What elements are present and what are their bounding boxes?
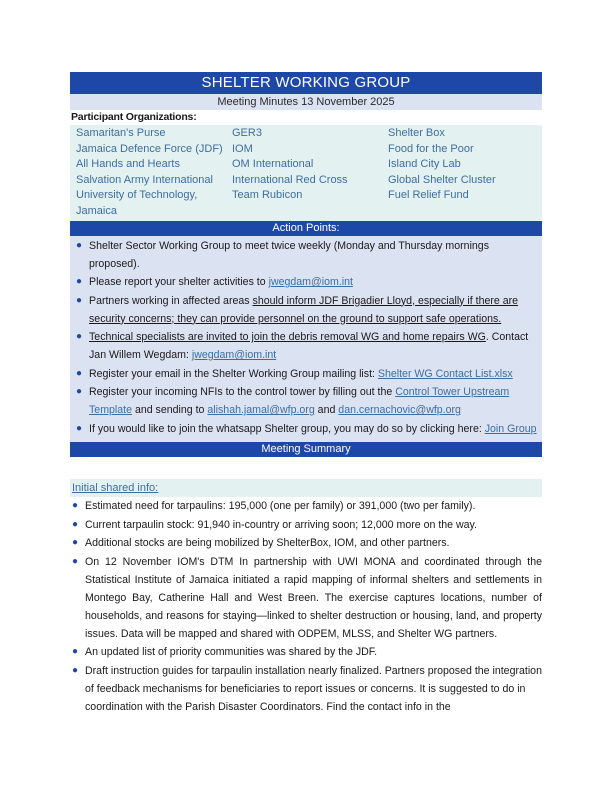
action-text: and (314, 404, 339, 417)
action-item (74, 237, 538, 273)
bullet-icon: ● (76, 239, 83, 251)
bullet-icon: ● (72, 555, 79, 567)
summary-text: Current tarpaulin stock: 91,940 in-country or arriving soon; 12,000 more on the way. (85, 518, 477, 531)
org-col2-item2: IOM (232, 142, 253, 155)
action-text: . Contact Jan Willem Wegdam: (89, 331, 529, 362)
org-col1-item2: Jamaica Defence Force (JDF) (76, 142, 223, 155)
bullet-icon: ● (76, 422, 83, 434)
bullet-icon: ● (72, 664, 79, 676)
summary-item (70, 662, 542, 716)
bullet-icon: ● (76, 276, 83, 288)
action-item (74, 273, 538, 291)
org-col2-item1: GER3 (232, 127, 262, 139)
action-text: Register your incoming NFIs to the control tower by filling out the (89, 386, 396, 399)
action-text-underlined: Technical specialists are invited to join the debris removal WG and home repairs WG (89, 331, 486, 344)
bullet-icon: ● (72, 646, 79, 658)
meeting-date-subtitle: Meeting Minutes 13 November 2025 (70, 94, 542, 110)
document-page (70, 72, 542, 716)
document-title: SHELTER WORKING GROUP (70, 72, 542, 94)
summary-text: An updated list of priority communities was shared by the JDF. (85, 646, 378, 659)
org-col1-item5: University of Technology, Jamaica (76, 189, 198, 217)
bullet-icon: ● (72, 518, 79, 530)
summary-text: On 12 November IOM's DTM In partnership with UWI MONA and coordinated through the Statistical Institute of Jamaica initiated a rapid mapping of informal shelters and settlements in Montego Bay, Catherine Hall and West Breen. The exercise captures locations, number of households, and reasons for staying—linked to shelter destruction or housing, land, and property issues. Data will be mapped and shared with ODPEM, MLSS, and Shelter WG partners. (85, 555, 542, 640)
summary-item (70, 553, 542, 643)
bullet-icon: ● (72, 537, 79, 549)
action-item (74, 292, 538, 328)
participants-label: Participant Organizations: (71, 111, 197, 123)
summary-text: Estimated need for tarpaulins: 195,000 (one per family) or 391,000 (two per family). (85, 500, 476, 513)
bullet-icon: ● (76, 386, 83, 398)
email-link[interactable]: jwegdam@iom.int (268, 276, 353, 289)
action-points-heading: Action Points: (70, 221, 542, 236)
action-text: Register your email in the Shelter Working Group mailing list: (89, 367, 378, 380)
bullet-icon: ● (76, 294, 83, 306)
join-group-link[interactable]: Join Group (484, 422, 537, 435)
contact-list-link[interactable]: Shelter WG Contact List.xlsx (377, 367, 513, 380)
participant-organizations-grid (70, 125, 542, 221)
action-text: Shelter Sector Working Group to meet twice weekly (Monday and Thursday mornings proposed). (89, 239, 489, 270)
action-text-underlined: should inform JDF Brigadier Lloyd, especially if there are security concerns; they can provide personnel on the ground to support safe operations. (89, 294, 519, 325)
bullet-icon: ● (76, 367, 83, 379)
org-col1-item1: Samaritan's Purse (76, 127, 166, 139)
org-col3-item2: Food for the Poor (388, 142, 474, 155)
org-col2-item3: OM International (232, 158, 314, 171)
action-item (74, 328, 538, 364)
action-text: and sending to (132, 404, 208, 417)
action-text: Please report your shelter activities to (89, 276, 269, 289)
org-col2-item5: Team Rubicon (232, 189, 303, 202)
summary-item (70, 497, 542, 515)
org-col1-item4: Salvation Army International (76, 173, 213, 186)
action-text: Partners working in affected areas (89, 294, 253, 307)
summary-text: Draft instruction guides for tarpaulin installation nearly finalized. Partners proposed the integration of feedback mechanisms for beneficiaries to report issues or concerns. It is suggested to do in coordination with the Parish Disaster Coordinators. Find the contact info in the (85, 664, 542, 713)
bullet-icon: ● (72, 500, 79, 512)
org-col3-item5: Fuel Relief Fund (388, 189, 469, 202)
action-text: If you would like to join the whatsapp Shelter group, you may do so by clicking here: (89, 422, 485, 435)
shared-info-band (70, 479, 542, 497)
action-points-list (74, 237, 538, 438)
summary-list (70, 497, 542, 716)
org-col3-item1: Shelter Box (388, 127, 445, 139)
action-item (74, 420, 538, 438)
action-item (74, 365, 538, 383)
org-col3-item3: Island City Lab (388, 158, 461, 171)
meeting-summary-heading: Meeting Summary (70, 442, 542, 457)
org-col3-item4: Global Shelter Cluster (388, 173, 496, 186)
summary-item (70, 643, 542, 661)
control-tower-template-link[interactable]: Control Tower Upstream Template (89, 386, 510, 417)
email-link[interactable]: jwegdam@iom.int (191, 349, 277, 362)
summary-item (70, 534, 542, 552)
summary-text: Additional stocks are being mobilized by ShelterBox, IOM, and other partners. (85, 537, 450, 550)
org-col1-item3: All Hands and Hearts (76, 158, 180, 171)
action-item (74, 383, 538, 419)
bullet-icon: ● (76, 331, 83, 343)
action-points-box (70, 236, 542, 443)
email-link[interactable]: dan.cernachovic@wfp.org (338, 404, 461, 417)
initial-shared-info-link[interactable]: Initial shared info: (72, 482, 159, 495)
summary-item (70, 516, 542, 534)
org-col2-item4: International Red Cross (232, 173, 348, 186)
email-link[interactable]: alishah.jamal@wfp.org (207, 404, 315, 417)
